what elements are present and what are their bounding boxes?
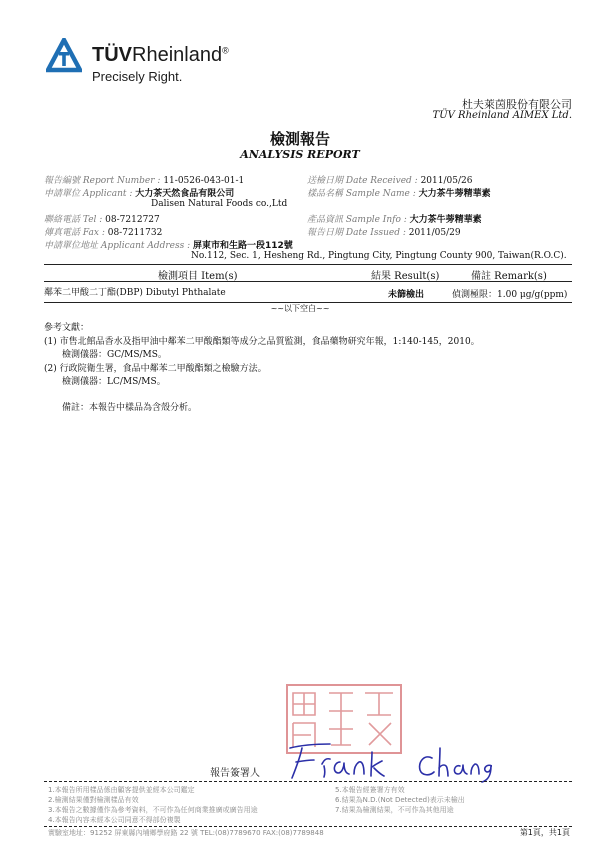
- fax-value: 08-7211732: [107, 228, 163, 238]
- date-received-row: [307, 173, 472, 186]
- row-remark: 偵測極限：1.00 μg/g(ppm): [452, 290, 568, 300]
- footer-left-1: 1.本報告所用樣品係由顧客提供並經本公司鑑定: [48, 786, 195, 794]
- end-marker: ~~以下空白~~: [270, 304, 330, 313]
- page-number: 第1頁，共1頁: [519, 828, 570, 837]
- reference-num: (1): [44, 337, 57, 347]
- label-en: Applicant :: [82, 189, 133, 199]
- reference-2: [44, 361, 267, 374]
- row-item: 鄰苯二甲酸二丁酯(DBP) Dibutyl Phthalate: [44, 288, 226, 298]
- label-zh: 樣品名稱: [307, 189, 344, 199]
- label-zh: 傳真電話: [44, 228, 81, 238]
- brand-tagline: Precisely Right.: [92, 69, 183, 84]
- fax-row: [44, 225, 162, 238]
- applicant-row: [44, 186, 234, 199]
- table-top-rule: [44, 264, 572, 265]
- label-en: Report Number :: [82, 176, 161, 186]
- references-heading: 參考文獻：: [44, 323, 90, 333]
- company-en: TÜV Rheinland AIMEX Ltd.: [432, 110, 572, 121]
- label-en: Sample Info :: [345, 215, 407, 225]
- reference-2-instrument: 檢測儀器：LC/MS/MS。: [62, 377, 166, 387]
- sample-info-row: [307, 212, 482, 225]
- reference-1-instrument: 檢測儀器：GC/MS/MS。: [62, 350, 167, 360]
- row-result: 未篩檢出: [388, 290, 425, 300]
- tel-row: [44, 212, 160, 225]
- date-issued-row: [307, 225, 461, 238]
- label-zh: 聯絡電話: [44, 215, 81, 225]
- report-number-value: 11-0526-043-01-1: [163, 176, 245, 186]
- registered-mark: ®: [222, 45, 229, 56]
- footer-right-2: 6.結果為N.D.(Not Detected)表示未檢出: [335, 796, 465, 804]
- label-en: Sample Name :: [345, 189, 416, 199]
- company-zh: 杜夫萊茵股份有限公司: [462, 98, 572, 111]
- header-result: 結果 Result(s): [371, 271, 440, 282]
- sample-info-value: 大力茶牛蒡精華素: [409, 215, 482, 225]
- reference-1: [44, 334, 480, 347]
- label-zh: 申請單位地址: [44, 241, 99, 251]
- note: 備註：本報告中樣品為含殼分析。: [62, 403, 198, 413]
- footer-right-3: 7.結果為檢測結果，不可作為其他用途: [335, 806, 454, 814]
- table-header-rule: [44, 281, 572, 282]
- footer-right-1: 5.本報告經簽署方有效: [335, 786, 405, 794]
- label-en: Date Received :: [345, 176, 418, 186]
- report-number-row: [44, 173, 244, 186]
- brand-name: [92, 44, 229, 67]
- signature-handwriting: [282, 736, 492, 784]
- label-zh: 送檢日期: [307, 176, 344, 186]
- tuv-logo-triangle-icon: [46, 38, 82, 74]
- footer-top-rule: [44, 781, 572, 782]
- tel-value: 08-7212727: [105, 215, 160, 225]
- signature-label: 報告簽署人: [210, 768, 260, 779]
- header-item: 檢測項目 Item(s): [158, 271, 238, 282]
- label-en: Applicant Address :: [100, 241, 191, 251]
- reference-num: (2): [44, 364, 57, 374]
- label-en: Tel :: [82, 215, 103, 225]
- reference-text: 行政院衛生署，食品中鄰苯二甲酸酯類之檢驗方法。: [59, 364, 267, 374]
- title-zh: 檢測報告: [269, 130, 330, 148]
- applicant-value-en: Dalisen Natural Foods co.,Ltd: [151, 199, 288, 209]
- sample-name-value: 大力茶牛蒡精華素: [418, 189, 491, 199]
- label-zh: 產品資訊: [307, 215, 344, 225]
- date-issued-value: 2011/05/29: [408, 228, 461, 238]
- date-received-value: 2011/05/26: [420, 176, 473, 186]
- label-zh: 報告編號: [44, 176, 81, 186]
- footer-left-3: 3.本報告之數據僅作為參考資料，不可作為任何商業推廣或廣告用途: [48, 806, 258, 814]
- label-en: Date Issued :: [345, 228, 406, 238]
- footer-bottom-rule: [44, 826, 572, 827]
- address-value-en: No.112, Sec. 1, Hesheng Rd., Pingtung City, Pingtung County 900, Taiwan(R.O.C).: [191, 251, 567, 261]
- label-en: Fax :: [82, 228, 105, 238]
- footer-left-2: 2.檢測結果僅對檢測樣品有效: [48, 796, 139, 804]
- lab-address: 實驗室地址：91252 屏東縣內埔鄉學府路 22 號 TEL:(08)7789670 FAX:(08)7789848: [48, 829, 324, 837]
- label-zh: 報告日期: [307, 228, 344, 238]
- reference-text: 市售北館品香水及指甲油中鄰苯二甲酸酯類等成分之品質監測，食品藥物研究年報，1:140-145，2010。: [59, 337, 480, 347]
- address-value-zh: 屏東市和生路一段112號: [193, 241, 293, 251]
- footer-left-4: 4.本報告內容未經本公司同意不得部份複製: [48, 816, 181, 824]
- address-row: [44, 238, 293, 251]
- sample-name-row: [307, 186, 491, 199]
- applicant-value-zh: 大力茶天然食品有限公司: [135, 189, 235, 199]
- title-en: ANALYSIS REPORT: [240, 148, 360, 161]
- label-zh: 申請單位: [44, 189, 81, 199]
- brand-rest: Rheinland: [132, 44, 223, 66]
- header-remark: 備註 Remark(s): [471, 271, 547, 282]
- brand-bold: TÜV: [92, 44, 132, 66]
